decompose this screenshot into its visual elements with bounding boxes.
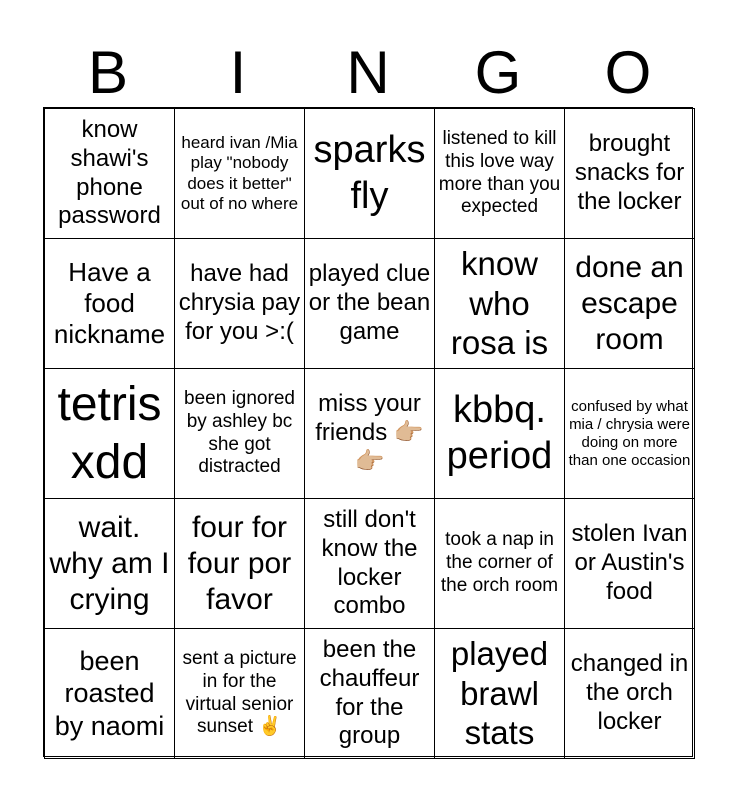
bingo-header (43, 40, 693, 106)
board-row-4 (45, 499, 695, 629)
board-row-1 (45, 109, 695, 239)
bingo-cell[interactable]: miss your friends 👉🏼👉🏼 (305, 369, 435, 499)
bingo-cell[interactable]: know shawi's phone password (45, 109, 175, 239)
bingo-cell[interactable]: took a nap in the corner of the orch room (435, 499, 565, 629)
bingo-cell[interactable]: been roasted by naomi (45, 629, 175, 759)
bingo-cell[interactable]: confused by what mia / chrysia were doing on more than one occasion (565, 369, 695, 499)
header-letter-o: O (604, 39, 652, 106)
bingo-cell[interactable]: played brawl stats (435, 629, 565, 759)
header-letter-i: I (229, 39, 247, 106)
bingo-cell[interactable]: Have a food nickname (45, 239, 175, 369)
bingo-cell[interactable]: changed in the orch locker (565, 629, 695, 759)
bingo-board (43, 107, 693, 757)
header-letter-g: G (474, 39, 522, 106)
bingo-cell[interactable]: kbbq. period (435, 369, 565, 499)
bingo-cell[interactable]: four for four por favor (175, 499, 305, 629)
bingo-cell[interactable]: been ignored by ashley bc she got distracted (175, 369, 305, 499)
bingo-cell[interactable]: done an escape room (565, 239, 695, 369)
header-letter-n: N (346, 39, 390, 106)
bingo-cell[interactable]: wait. why am I crying (45, 499, 175, 629)
bingo-cell[interactable]: sent a picture in for the virtual senior sunset ✌️ (175, 629, 305, 759)
header-letter-b: B (87, 39, 129, 106)
bingo-cell[interactable]: listened to kill this love way more than you expected (435, 109, 565, 239)
bingo-cell[interactable]: brought snacks for the locker (565, 109, 695, 239)
board-row-2 (45, 239, 695, 369)
bingo-cell[interactable]: sparks fly (305, 109, 435, 239)
bingo-cell[interactable]: have had chrysia pay for you >:( (175, 239, 305, 369)
bingo-cell[interactable]: know who rosa is (435, 239, 565, 369)
bingo-cell[interactable]: still don't know the locker combo (305, 499, 435, 629)
bingo-cell[interactable]: tetris xdd (45, 369, 175, 499)
bingo-cell[interactable]: played clue or the bean game (305, 239, 435, 369)
bingo-cell[interactable]: stolen Ivan or Austin's food (565, 499, 695, 629)
bingo-cell[interactable]: been the chauffeur for the group (305, 629, 435, 759)
bingo-cell[interactable]: heard ivan /Mia play "nobody does it better" out of no where (175, 109, 305, 239)
board-row-5 (45, 629, 695, 759)
board-row-3 (45, 369, 695, 499)
bingo-grid (44, 108, 695, 759)
